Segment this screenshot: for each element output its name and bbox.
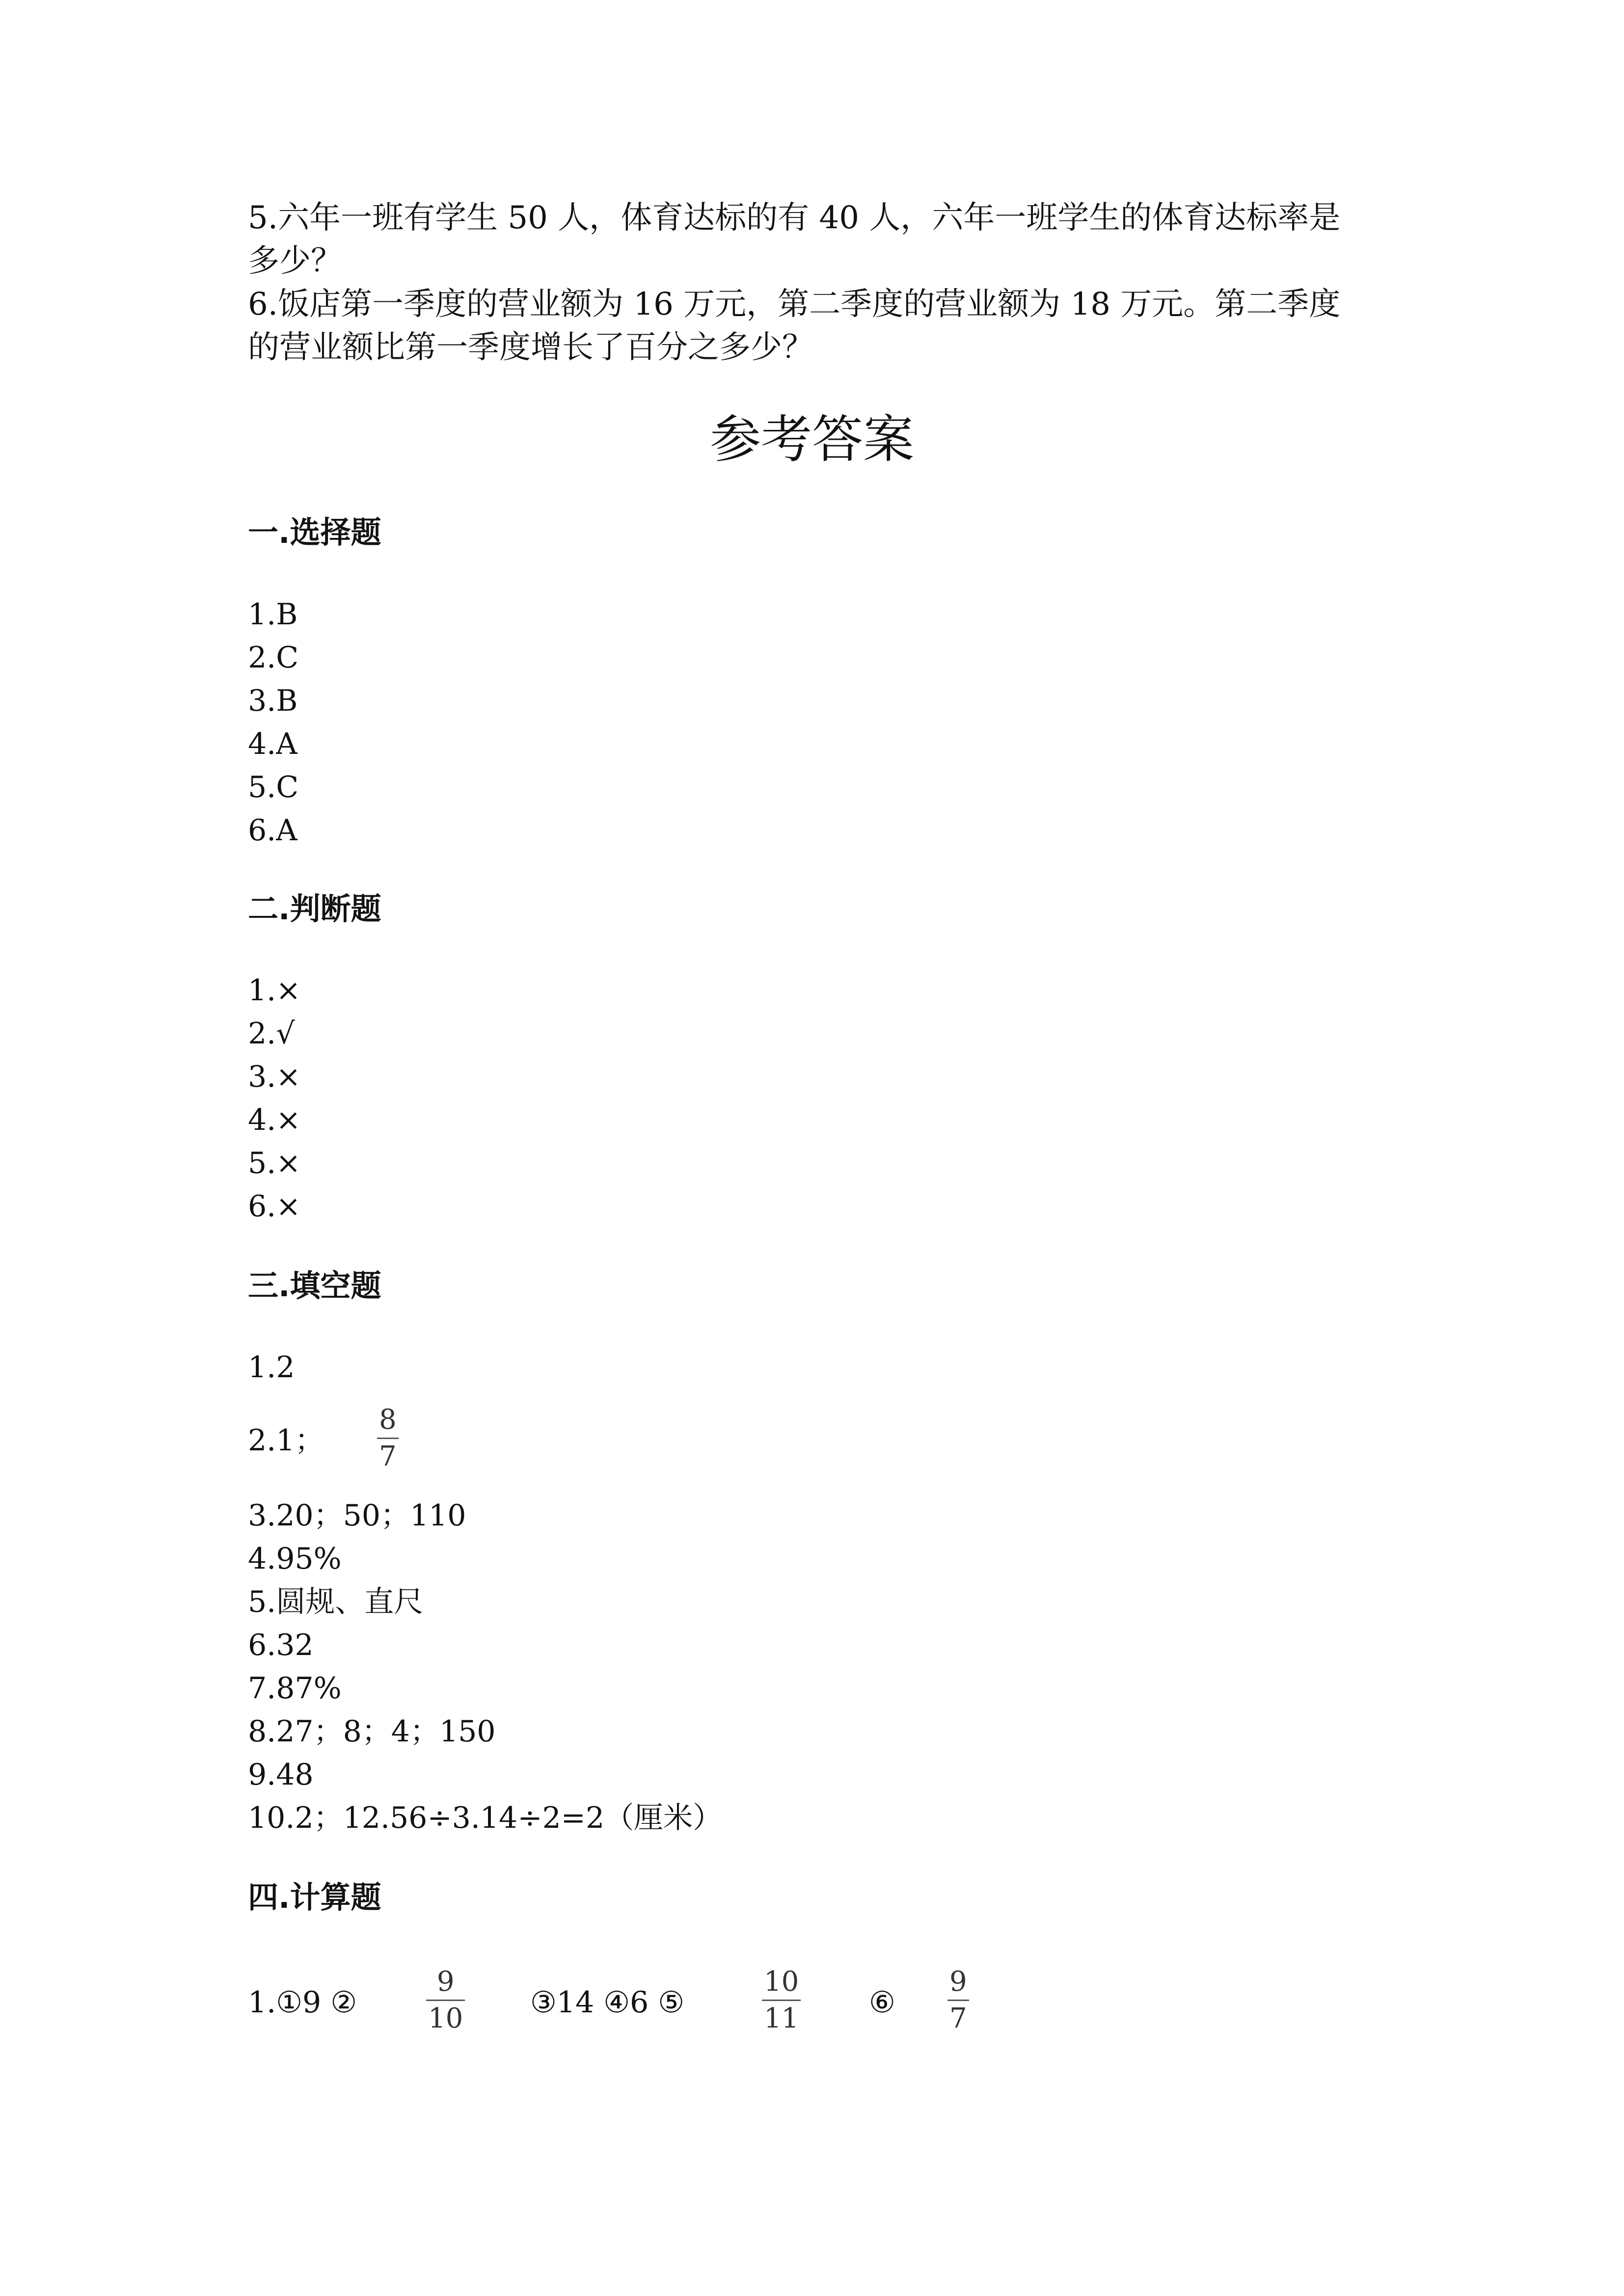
problem-6-line-1: 6.饭店第一季度的营业额为 16 万元，第二季度的营业额为 18 万元。第二季度	[248, 286, 1341, 322]
choice-answer-1: 1.B	[248, 597, 298, 632]
judgement-answer-2: 2.√	[248, 1016, 295, 1051]
judgement-answer-5: 5.×	[248, 1146, 301, 1180]
fraction-bar	[377, 1438, 399, 1439]
section-heading-choice: 一.选择题	[248, 514, 381, 550]
section-heading-calculation: 四.计算题	[248, 1879, 381, 1915]
fraction-bar	[426, 2000, 465, 2001]
section-heading-fill-blank: 三.填空题	[248, 1268, 381, 1304]
calc-fraction-c	[947, 1966, 969, 2035]
choice-answer-6: 6.A	[248, 813, 298, 848]
page-title: 参考答案	[709, 409, 914, 469]
fill-answer-2-prefix: 2.1；	[248, 1423, 325, 1458]
choice-answer-3: 3.B	[248, 684, 298, 718]
choice-answer-5: 5.C	[248, 770, 299, 804]
fill-answer-2-fraction	[377, 1404, 399, 1473]
judgement-answer-6: 6.×	[248, 1189, 301, 1224]
fraction-numerator: 9	[436, 1966, 455, 1998]
fraction-denominator: 10	[428, 2002, 463, 2034]
fill-answer-9: 9.48	[248, 1758, 314, 1792]
judgement-answer-1: 1.×	[248, 973, 301, 1008]
fraction-numerator: 10	[764, 1966, 799, 1998]
judgement-answer-4: 4.×	[248, 1103, 301, 1137]
fill-answer-6: 6.32	[248, 1628, 314, 1662]
calc-answer-1-part-b: ③14 ④6 ⑤	[530, 1985, 685, 2020]
fraction-bar	[762, 2000, 801, 2001]
section-heading-judgement: 二.判断题	[248, 891, 381, 927]
calc-answer-1-part-a: 1.①9 ②	[248, 1985, 357, 2020]
problem-6-line-2: 的营业额比第一季度增长了百分之多少？	[248, 329, 813, 366]
fill-answer-7: 7.87%	[248, 1671, 342, 1706]
choice-answer-4: 4.A	[248, 727, 298, 761]
fraction-denominator: 11	[764, 2002, 799, 2034]
fill-answer-4: 4.95%	[248, 1542, 342, 1576]
fill-answer-3: 3.20；50；110	[248, 1498, 466, 1533]
calc-answer-1-part-c: ⑥	[869, 1985, 895, 2020]
problem-5-line-1: 5.六年一班有学生 50 人，体育达标的有 40 人，六年一班学生的体育达标率是	[248, 200, 1341, 236]
fill-answer-5: 5.圆规、直尺	[248, 1585, 424, 1619]
fraction-denominator: 7	[949, 2002, 967, 2034]
fill-answer-8: 8.27；8；4；150	[248, 1714, 496, 1749]
fraction-bar	[947, 2000, 969, 2001]
fill-answer-10: 10.2；12.56÷3.14÷2=2（厘米）	[248, 1801, 723, 1835]
fill-answer-1: 1.2	[248, 1350, 295, 1385]
fraction-numerator: 8	[379, 1404, 397, 1436]
calc-fraction-b	[762, 1966, 801, 2035]
fraction-numerator: 9	[949, 1966, 967, 1998]
fraction-denominator: 7	[379, 1441, 397, 1472]
problem-5-line-2: 多少？	[248, 243, 342, 279]
calc-fraction-a	[426, 1966, 465, 2035]
choice-answer-2: 2.C	[248, 641, 299, 675]
judgement-answer-3: 3.×	[248, 1060, 301, 1094]
